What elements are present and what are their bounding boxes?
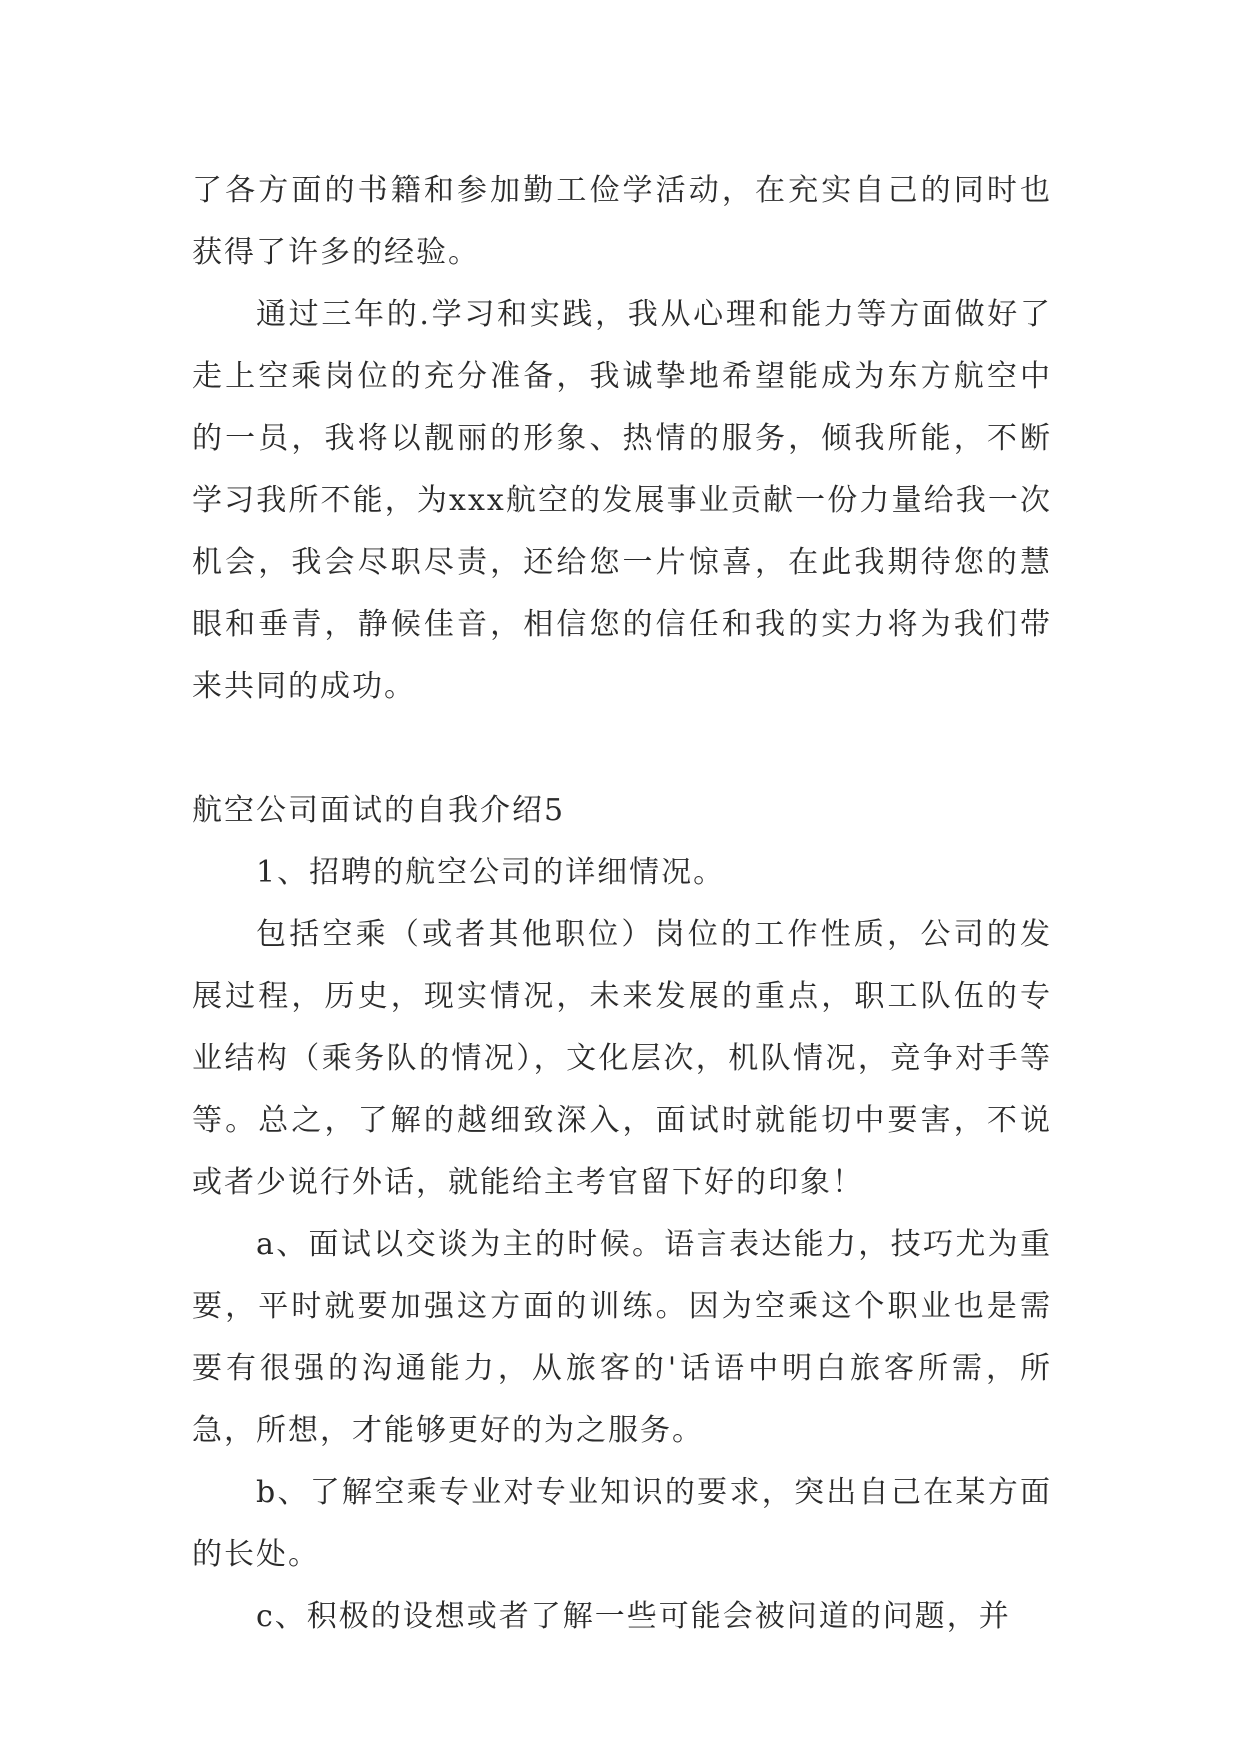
paragraph-item-a: a、面试以交谈为主的时候。语言表达能力，技巧尤为重要，平时就要加强这方面的训练。因为空乘这个职业也是需要有很强的沟通能力，从旅客的'话语中明白旅客所需，所急，所想，才能够更好的为之服务。 [192,1227,1052,1448]
paragraph-job-details: 包括空乘（或者其他职位）岗位的工作性质，公司的发展过程，历史，现实情况，未来发展的重点，职工队伍的专业结构（乘务队的情况），文化层次，机队情况，竞争对手等等。总之，了解的越细致深入，面试时就能切中要害，不说或者少说行外话，就能给主考官留下好的印象！ [192,917,1052,1200]
section-heading: 航空公司面试的自我介绍5 [192,793,566,828]
section-spacer [192,718,1052,780]
paragraph-item-b: b、了解空乘专业对专业知识的要求，突出自己在某方面的长处。 [192,1475,1052,1572]
paragraph-continuation: 了各方面的书籍和参加勤工俭学活动，在充实自己的同时也获得了许多的经验。 [192,173,1052,270]
paragraph-item-1: 1、招聘的航空公司的详细情况。 [256,855,726,890]
paragraph-item-c: c、积极的设想或者了解一些可能会被问道的问题，并 [256,1599,1011,1634]
document-body [192,160,1052,1648]
paragraph-preparation: 通过三年的.学习和实践，我从心理和能力等方面做好了走上空乘岗位的充分准备，我诚挚地希望能成为东方航空中的一员，我将以靓丽的形象、热情的服务，倾我所能，不断学习我所不能，为xxx航空的发展事业贡献一份力量给我一次机会，我会尽职尽责，还给您一片惊喜，在此我期待您的慧眼和垂青，静候佳音，相信您的信任和我的实力将为我们带来共同的成功。 [192,297,1052,704]
